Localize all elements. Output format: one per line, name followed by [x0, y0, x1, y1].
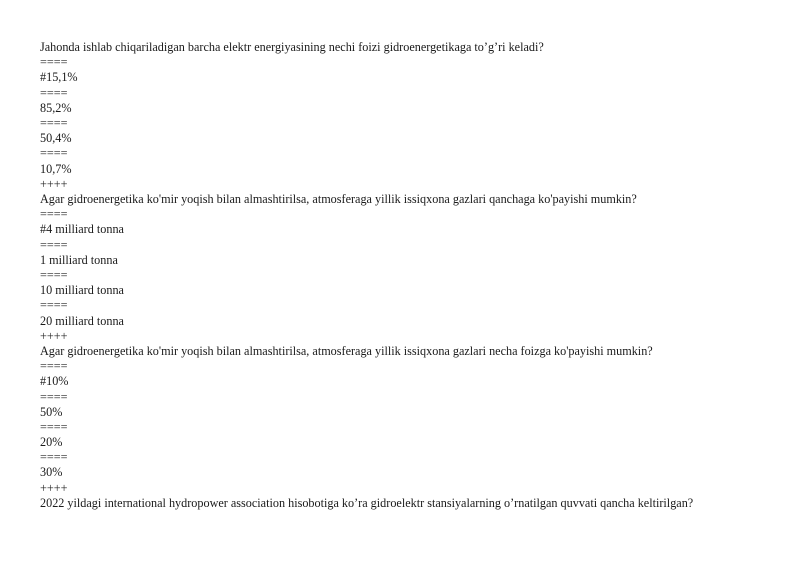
separator-line: ====	[40, 146, 68, 161]
answer-option: 1 milliard tonna	[40, 252, 118, 267]
separator-line: ====	[40, 207, 68, 222]
answer-option: 20 milliard tonna	[40, 313, 124, 328]
answer-option: 30%	[40, 465, 63, 480]
separator-line: ====	[40, 115, 68, 130]
separator-line: ====	[40, 450, 68, 465]
answer-option: 10 milliard tonna	[40, 283, 124, 298]
separator-line: ====	[40, 419, 68, 434]
answer-option: 85,2%	[40, 100, 72, 115]
separator-line: ====	[40, 389, 68, 404]
answer-option-correct: #15,1%	[40, 70, 78, 85]
answer-option: 50,4%	[40, 131, 72, 146]
question-separator: ++++	[40, 480, 68, 495]
separator-line: ====	[40, 237, 68, 252]
separator-line: ====	[40, 359, 68, 374]
question-separator: ++++	[40, 328, 68, 343]
document-page	[40, 40, 780, 511]
answer-option: 10,7%	[40, 161, 72, 176]
question-text: 2022 yildagi international hydropower association hisobotiga ko’ra gidroelektr stansiyalarning o’rnatilgan quvvati qancha keltirilgan?	[40, 495, 694, 510]
question-text: Agar gidroenergetika ko'mir yoqish bilan almashtirilsa, atmosferaga yillik issiqxona gazlari necha foizga ko'payishi mumkin?	[40, 343, 653, 358]
separator-line: ====	[40, 85, 68, 100]
separator-line: ====	[40, 298, 68, 313]
answer-option: 20%	[40, 435, 63, 450]
question-text: Agar gidroenergetika ko'mir yoqish bilan almashtirilsa, atmosferaga yillik issiqxona gazlari qanchaga ko'payishi mumkin?	[40, 191, 637, 206]
separator-line: ====	[40, 55, 68, 70]
question-text: Jahonda ishlab chiqariladigan barcha elektr energiyasining nechi foizi gidroenergetikaga to’g’ri keladi?	[40, 40, 544, 54]
answer-option: 50%	[40, 404, 63, 419]
answer-option-correct: #10%	[40, 374, 69, 389]
answer-option-correct: #4 milliard tonna	[40, 222, 124, 237]
separator-line: ====	[40, 267, 68, 282]
question-separator: ++++	[40, 176, 68, 191]
